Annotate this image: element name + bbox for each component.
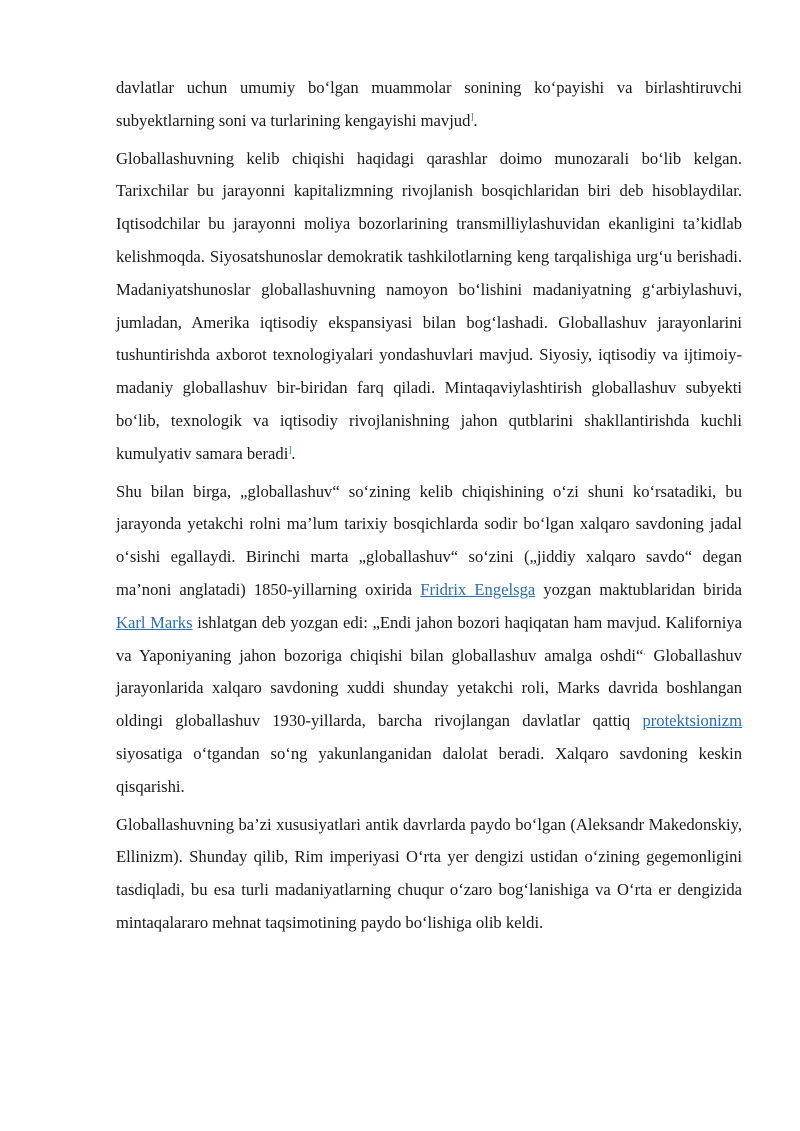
- paragraph-text: Shu bilan birga, „globallashuv“ so‘zining kelib chiqishining o‘zi shuni ko‘rsatadiki, bu jarayonda yetakchi rolni ma’lum tarixiy bosqichlarda sodir bo‘lgan xalqaro savdoning jadal o‘sishi egallaydi. Birinchi marta „globallashuv“ so‘zini („jiddiy xalqaro savdo“ degan ma’noni anglatadi) 1850-yillarning oxirida: [116, 481, 742, 599]
- paragraph-text: ishlatgan deb yozgan edi: „Endi jahon bozori haqiqatan ham mavjud. Kaliforniya va Yaponiyaning jahon bozoriga chiqishi bilan globallashuv amalga oshdi“: [116, 612, 742, 665]
- paragraph-text: Globallashuv jarayonlarida xalqaro savdoning xuddi shunday yetakchi roli, Marks davrida boshlangan oldingi globallashuv 1930-yillarda, barcha rivojlangan davlatlar qattiq: [116, 645, 743, 731]
- paragraph-text: Globallashuvning ba’zi xususiyatlari antik davrlarda paydo bo‘lgan (Aleksandr Makedonskiy, Ellinizm). Shunday qilib, Rim imperiyasi O‘rta yer dengizi ustidan o‘zining gegemonligini tasdiqladi, bu esa turli madaniyatlarning chuqur o‘zaro bog‘lanishiga va O‘rta er dengizida mintaqalararo mehnat taqsimotining paydo bo‘lishiga olib keldi.: [116, 814, 742, 932]
- paragraph-text: davlatlar uchun umumiy bo‘lgan muammolar sonining ko‘payishi va birlashtiruvchi subyektlarning soni va turlarining kengayishi mavjud: [116, 78, 742, 130]
- paragraph: [116, 809, 742, 940]
- paragraph-text: siyosatiga o‘tgandan so‘ng yakunlanganidan dalolat beradi. Xalqaro savdoning keskin qisqarishi.: [116, 743, 742, 796]
- link-karl-marks[interactable]: Karl Marks: [116, 612, 193, 632]
- paragraph-text: yozgan maktublaridan birida: [535, 579, 742, 599]
- paragraph-text: .: [473, 110, 478, 130]
- footnote-reference[interactable]: .: [643, 646, 646, 657]
- document-body: [116, 72, 742, 945]
- paragraph-text: .: [291, 443, 296, 463]
- paragraph: [116, 476, 742, 804]
- paragraph: [116, 143, 742, 471]
- link-fridrix-engels[interactable]: Fridrix Engelsga: [420, 579, 536, 599]
- paragraph: [116, 72, 742, 138]
- footnote-reference[interactable]: ]: [470, 111, 474, 122]
- paragraph-text: Globallashuvning kelib chiqishi haqidagi qarashlar doimo munozarali bo‘lib kelgan. Tarixchilar bu jarayonni kapitalizmning rivojlanish bosqichlaridan biri deb hisoblaydilar. Iqtisodchilar bu jarayonni moliya bozorlarining transmilliylashuvidan ekanligini ta’kidlab kelishmoqda. Siyosatshunoslar demokratik tashkilotlarning keng tarqalishiga urg‘u berishadi. Madaniyatshunoslar globallashuvning namoyon bo‘lishini madaniyatning g‘arbiylashuvi, jumladan, Amerika iqtisodiy ekspansiyasi bilan bog‘lashadi. Globallashuv jarayonlarini tushuntirishda axborot texnologiyalari yondashuvlari mavjud. Siyosiy, iqtisodiy va ijtimoiy-madaniy globallashuv bir-biridan farq qiladi. Mintaqaviylashtirish globallashuv subyekti bo‘lib, texnologik va iqtisodiy rivojlanishning jahon qutblarini shakllantirishda kuchli kumulyativ samara beradi: [116, 148, 742, 463]
- link-protektsionizm[interactable]: protektsionizm: [642, 711, 742, 731]
- footnote-reference[interactable]: ]: [288, 444, 292, 455]
